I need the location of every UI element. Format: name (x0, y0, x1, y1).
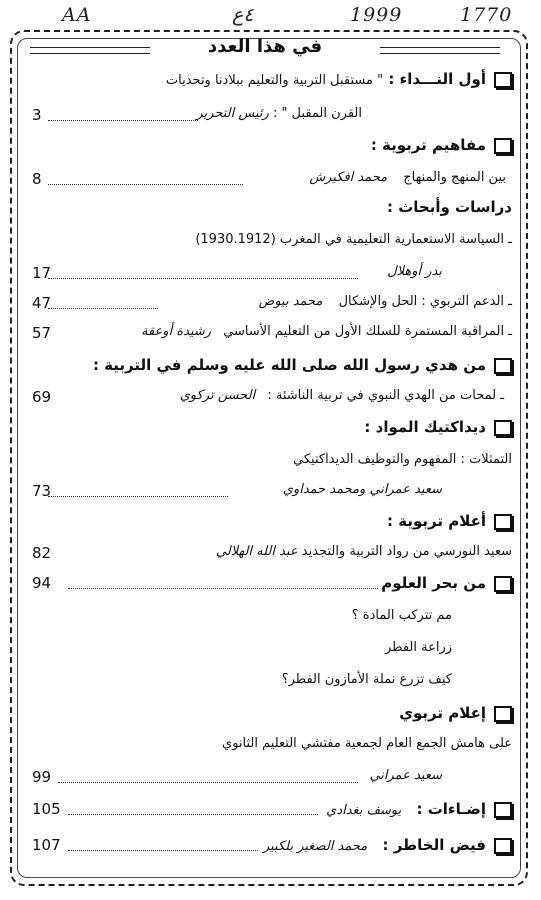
section-heading: من هدي رسول الله صلى الله عليه وسلم في التربية : (28, 356, 512, 374)
toc-entry[interactable]: ـ لمحات من الهدي النبوي في تربية الناشئة : الحسن تركوي 69 (32, 388, 504, 406)
toc-entry[interactable]: ـ السياسة الاستعمارية التعليمية في المغرب (1930.1912) (195, 232, 512, 247)
section-heading: إعلام تربوي (28, 704, 512, 722)
checkbox-icon (494, 802, 512, 818)
section-heading: أعلام تربوية : (28, 512, 512, 530)
checkbox-icon (494, 420, 512, 436)
toc-title: في هذا العدد (207, 36, 323, 57)
toc-entry[interactable]: على هامش الجمع العام لجمعية مفتشي التعليم الثانوي (222, 736, 512, 751)
toc-title-row (30, 38, 500, 60)
handwritten-note: 1999 (350, 4, 403, 26)
section-heading: إضـاءات : يوسف بغدادي 105 (28, 800, 512, 818)
checkbox-icon (494, 72, 512, 88)
checkbox-icon (494, 358, 512, 374)
toc-entry[interactable]: سعيد عمراني ومحمد حمداوي 73 (32, 482, 442, 500)
toc-entry[interactable]: سعيد النورسي من رواد التربية والتجديد عبد الله الهلالي 82 (32, 544, 512, 562)
toc-entry[interactable]: بدر أوهلال 17 (32, 264, 442, 282)
checkbox-icon (494, 838, 512, 854)
handwritten-note: AA (62, 4, 92, 26)
toc-entry[interactable]: ـ المراقبة المستمرة للسلك الأول من التعليم الأساسي رشيدة أوعقة 57 (32, 324, 512, 342)
handwritten-note: 1770 (460, 4, 513, 26)
section-heading: ديداكتيك المواد : (28, 418, 512, 436)
checkbox-icon (494, 576, 512, 592)
checkbox-icon (494, 706, 512, 722)
toc-entry[interactable]: بين المنهج والمنهاج محمد افكيرش 8 (32, 170, 506, 188)
toc-entry[interactable]: القرن المقبل " : رئيس التحرير 3 (32, 106, 362, 124)
checkbox-icon (494, 514, 512, 530)
handwritten-note: ٤ع (232, 4, 254, 26)
toc-entry[interactable]: مم تتركب المادة ؟ (351, 608, 452, 623)
toc-entry[interactable]: زراعة الفطر (384, 640, 452, 655)
section-heading: أول النـــداء : " مستقبل التربية والتعليم ببلادنا وتحديات (28, 70, 512, 88)
section-heading: مفاهيم تربوية : (28, 136, 512, 154)
checkbox-icon (494, 138, 512, 154)
toc-entry[interactable]: كيف تزرع نملة الأمازون الفطر؟ (281, 672, 452, 687)
section-heading: دراسات وأبحاث : (387, 198, 512, 216)
section-heading: فيض الخاطر : محمد الصغير بلكبير 107 (28, 836, 512, 854)
toc-entry[interactable]: سعيد عمراني 99 (32, 768, 442, 786)
toc-entry[interactable]: التمثلات : المفهوم والتوظيف الديداكتيكي (293, 452, 512, 467)
toc-entry[interactable]: ـ الدعم التربوي : الحل والإشكال محمد بيوض 47 (32, 294, 512, 312)
section-heading: من بحر العلوم 94 (28, 574, 512, 592)
